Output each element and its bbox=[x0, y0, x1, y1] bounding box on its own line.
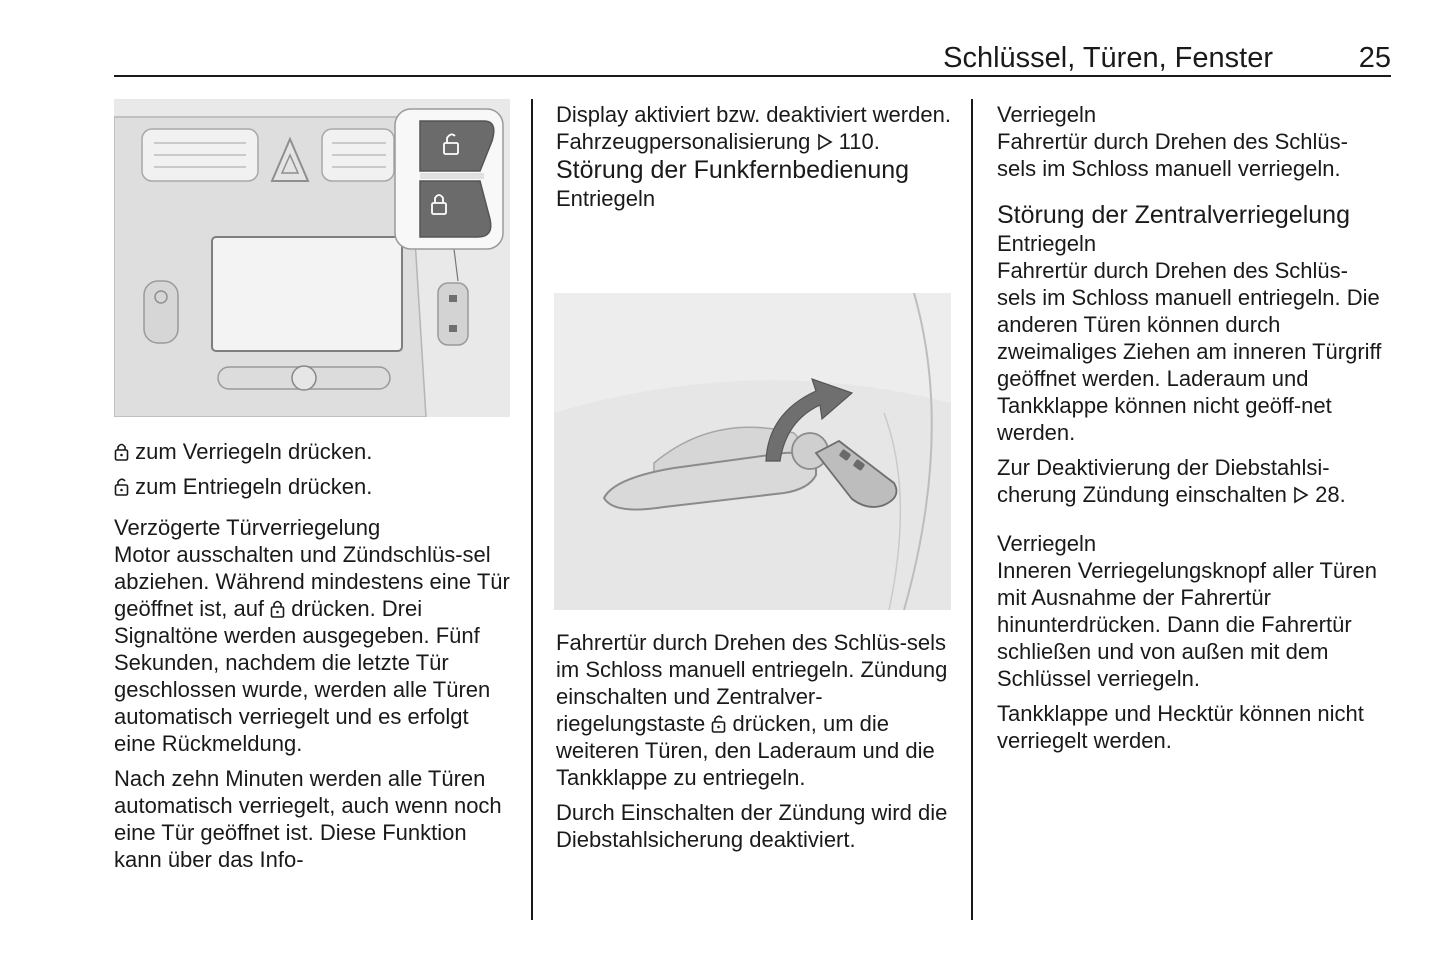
lock-instruction-text: zum Verriegeln drücken. bbox=[135, 439, 373, 464]
lock-icon bbox=[114, 442, 129, 462]
unlock-instruction-text: zum Entriegeln drücken. bbox=[135, 474, 373, 499]
delayed-locking-text-a: Motor ausschalten und Zündschlüs-sel abziehen. Während mindestens eine Tür geöffnet ist, auf bbox=[114, 542, 510, 621]
theft-deactivation-body: Zur Deaktivierung der Diebstahlsi-cherung Zündung einschalten bbox=[997, 455, 1330, 507]
delayed-locking-text-b: drücken. Drei Signaltöne werden ausgegeben. Fünf Sekunden, nachdem die letzte Tür geschlossen wurde, werden alle Türen automatisch verriegelt und es erfolgt eine Rückmeldung. bbox=[114, 596, 491, 756]
lock-knob-text: Inneren Verriegelungsknopf aller Türen mit Ausnahme der Fahrertür hinunterdrücken. Dann die Fahrertür schließen und von außen mit dem Schlüssel verriegeln. bbox=[997, 558, 1377, 691]
delayed-locking-text bbox=[114, 541, 514, 757]
lock-subheading-2: Verriegeln bbox=[997, 531, 1097, 556]
manual-lock-text: Fahrertür durch Drehen des Schlüs-sels im Schloss manuell verriegeln. bbox=[997, 129, 1348, 181]
unlock-subheading-2: Entriegeln bbox=[997, 231, 1097, 256]
central-locking-fault-heading: Störung der Zentralverriegelung bbox=[997, 201, 1350, 229]
lock-instruction bbox=[114, 438, 514, 465]
delayed-locking-heading: Verzögerte Türverriegelung bbox=[114, 515, 381, 540]
lock-icon bbox=[270, 599, 285, 619]
unlock-instruction bbox=[114, 473, 514, 500]
chapter-title: Schlüssel, Türen, Fenster bbox=[943, 42, 1273, 74]
reference-arrow-icon bbox=[1293, 486, 1309, 504]
fuel-flap-text: Tankklappe und Hecktür können nicht verriegelt werden. bbox=[997, 701, 1364, 753]
theft-deactivation-text bbox=[997, 454, 1387, 508]
remote-fault-heading: Störung der Funkfernbedienung bbox=[556, 156, 910, 184]
column-divider-1 bbox=[531, 99, 533, 920]
unlock-icon bbox=[711, 714, 726, 734]
ignition-text: Durch Einschalten der Zündung wird die Diebstahlsicherung deaktiviert. bbox=[556, 800, 948, 852]
continued-text-body: Display aktiviert bzw. deaktiviert werden. Fahrzeugpersonalisierung bbox=[556, 102, 951, 154]
central-unlock-text: Fahrertür durch Drehen des Schlüs-sels im Schloss manuell entriegeln. Die anderen Türen können durch zweimaliges Ziehen am inneren Türgriff geöffnet werden. Laderaum und Tankklappe können nicht geöff-net werden. bbox=[997, 258, 1382, 445]
manual-unlock-text-a: Fahrertür durch Drehen des Schlüs-sels im Schloss manuell entriegeln. Zündung einschalten und Zentralver-riegelungstaste bbox=[556, 630, 948, 736]
door-handle-illustration bbox=[554, 293, 951, 610]
lock-subheading: Verriegeln bbox=[997, 102, 1097, 127]
unlock-icon bbox=[114, 477, 129, 497]
unlock-subheading: Entriegeln bbox=[556, 186, 656, 211]
header-rule bbox=[114, 75, 1391, 77]
manual-unlock-text bbox=[556, 629, 951, 791]
manual-unlock-text-b: drücken, um die weiteren Türen, den Laderaum und die Tankklappe zu entriegeln. bbox=[556, 711, 935, 790]
reference-arrow-icon bbox=[817, 133, 833, 151]
auto-lock-text: Nach zehn Minuten werden alle Türen automatisch verriegelt, auch wenn noch eine Tür geöffnet ist. Diese Funktion kann über das Info- bbox=[114, 766, 502, 872]
page-reference[interactable]: 28. bbox=[1315, 482, 1346, 507]
dashboard-illustration bbox=[114, 99, 510, 417]
page-number: 25 bbox=[1358, 42, 1391, 74]
continued-text bbox=[556, 101, 951, 155]
column-divider-2 bbox=[971, 99, 973, 920]
page-reference[interactable]: 110. bbox=[838, 129, 880, 154]
